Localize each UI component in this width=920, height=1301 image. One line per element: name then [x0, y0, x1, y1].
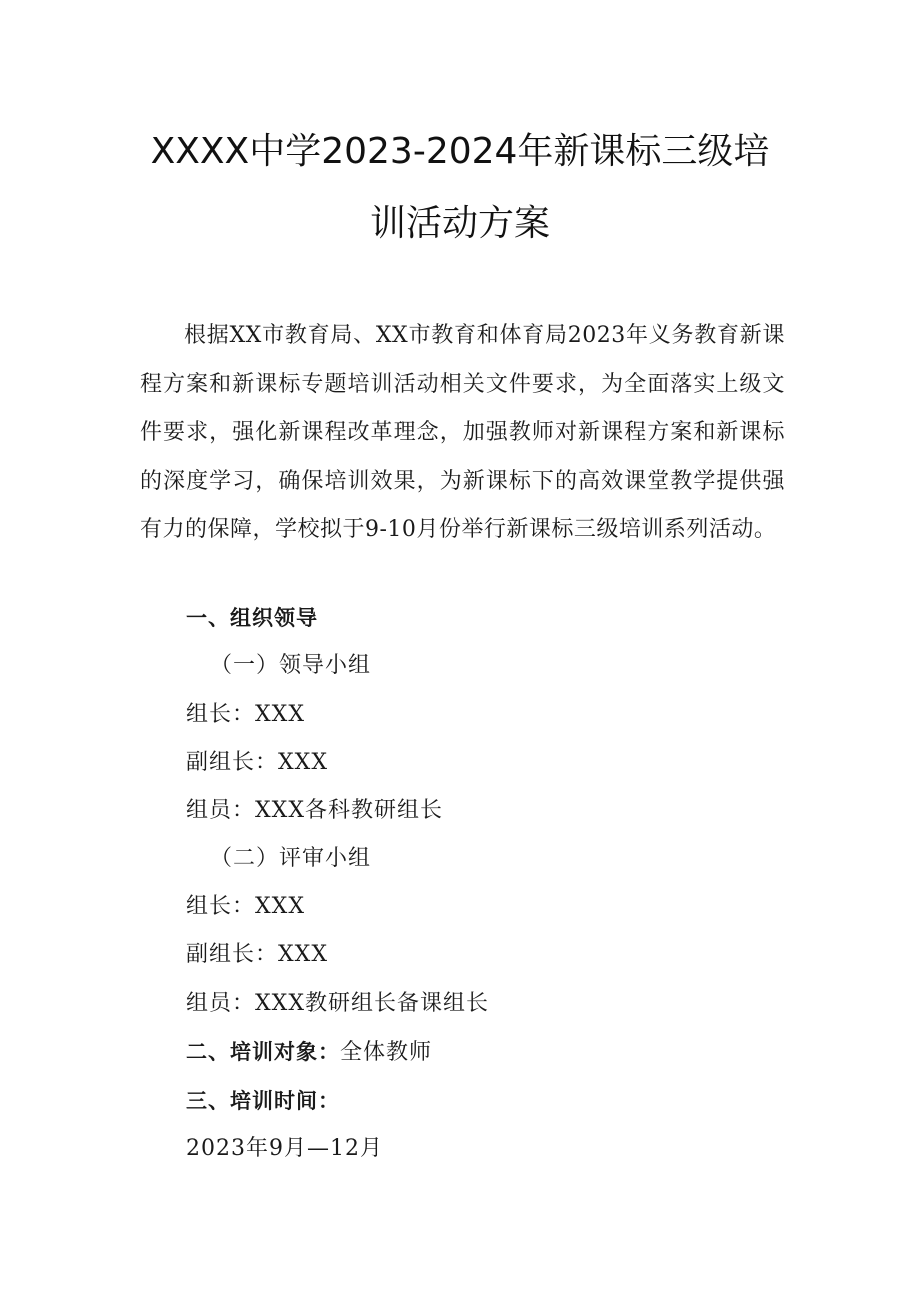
intro-paragraph: 根据XX市教育局、XX市教育和体育局2023年义务教育新课程方案和新课标专题培训活动相关文件要求，为全面落实上级文件要求，强化新课程改革理念，加强教师对新课程方案和新课标的深度学习，确保培训效果，为新课标下的高效课堂教学提供强有力的保障，学校拟于9-10月份举行新课标三级培训系列活动。 [140, 323, 785, 543]
section-heading-training-time: 三、培训时间： [186, 1089, 340, 1113]
subsection-heading-leadership-group: （一）领导小组 [210, 653, 372, 678]
review-group-deputy: 副组长：XXX [186, 942, 328, 967]
training-targets-value: 全体教师 [340, 1040, 433, 1065]
leadership-group-leader: 组长：XXX [186, 702, 305, 727]
leadership-group-deputy: 副组长：XXX [186, 750, 328, 775]
section-heading-training-targets: 二、培训对象： [186, 1040, 340, 1064]
subsection-heading-review-group: （二）评审小组 [210, 846, 372, 871]
leadership-group-members: 组员：XXX各科教研组长 [186, 798, 443, 823]
section-training-targets [186, 1037, 432, 1070]
training-time-value: 2023年9月—12月 [186, 1136, 383, 1161]
section-heading-organization: 一、组织领导 [186, 606, 318, 630]
review-group-leader: 组长：XXX [186, 894, 305, 919]
document-title-line-1: XXXX中学2023-2024年新课标三级培 [150, 131, 770, 172]
document-title-line-2: 训活动方案 [369, 203, 550, 244]
review-group-members: 组员：XXX教研组长备课组长 [186, 991, 489, 1016]
